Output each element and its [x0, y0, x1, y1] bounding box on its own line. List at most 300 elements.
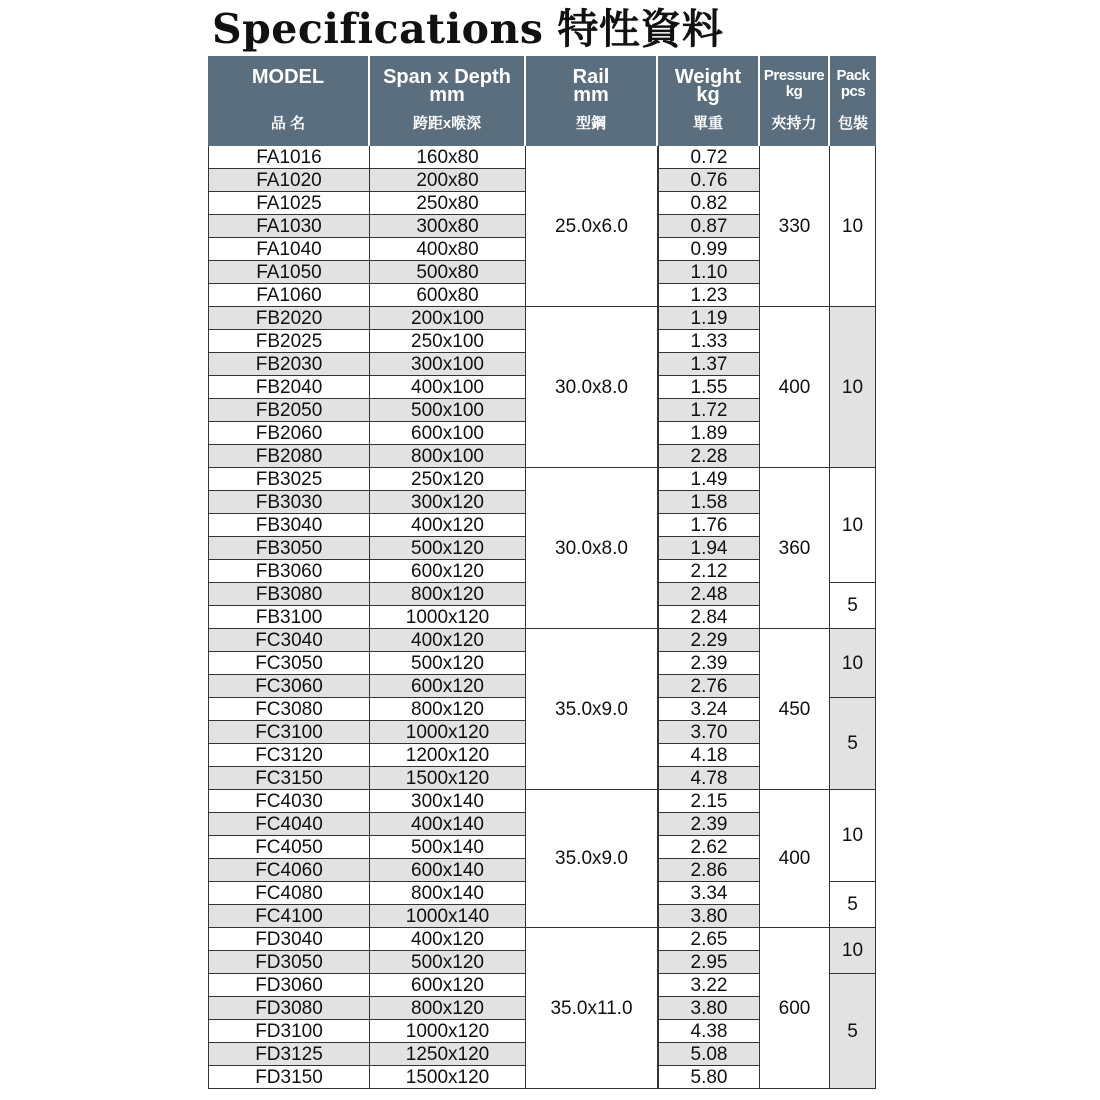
span-cell	[370, 905, 526, 928]
model-cell	[208, 146, 370, 169]
header-weight	[658, 56, 760, 146]
header-rail-label-zh: 型鋼	[575, 115, 606, 132]
specifications-table	[208, 56, 876, 1090]
weight-value: 0.72	[690, 146, 728, 168]
model-value: FC4060	[255, 859, 323, 881]
model-value: FA1020	[256, 169, 322, 191]
weight-cell	[658, 192, 760, 215]
pressure-value: 400	[778, 376, 811, 398]
model-cell	[208, 330, 370, 353]
weight-cell	[658, 445, 760, 468]
pressure-group-cell	[760, 629, 830, 790]
weight-value: 1.76	[690, 514, 728, 536]
weight-cell	[658, 330, 760, 353]
span-cell	[370, 583, 526, 606]
pack-group-cell	[830, 790, 876, 882]
pack-value: 10	[841, 652, 864, 674]
span-cell	[370, 652, 526, 675]
span-cell	[370, 1020, 526, 1043]
model-value: FB2060	[255, 422, 323, 444]
span-value: 1000x120	[405, 606, 490, 628]
span-value: 1500x120	[405, 1066, 490, 1088]
model-cell	[208, 997, 370, 1020]
span-cell	[370, 399, 526, 422]
rail-group-cell	[526, 790, 658, 928]
pressure-value: 360	[778, 537, 811, 559]
model-value: FB2030	[255, 353, 323, 375]
weight-cell	[658, 652, 760, 675]
model-cell	[208, 606, 370, 629]
model-value: FB3080	[255, 583, 323, 605]
weight-cell	[658, 491, 760, 514]
model-value: FA1030	[256, 215, 322, 237]
header-pack	[830, 56, 876, 146]
header-weight-label: Weight kg	[674, 66, 742, 106]
model-value: FD3080	[255, 997, 323, 1019]
weight-cell	[658, 146, 760, 169]
rail-group-cell	[526, 146, 658, 307]
pack-group-cell	[830, 882, 876, 928]
span-cell	[370, 307, 526, 330]
span-cell	[370, 767, 526, 790]
weight-value: 3.70	[690, 721, 728, 743]
weight-cell	[658, 882, 760, 905]
weight-value: 2.15	[690, 790, 728, 812]
rail-value: 35.0x9.0	[555, 698, 628, 720]
weight-cell	[658, 238, 760, 261]
weight-value: 0.82	[690, 192, 728, 214]
span-value: 500x120	[411, 537, 484, 559]
model-value: FC3080	[255, 698, 323, 720]
span-cell	[370, 1043, 526, 1066]
model-cell	[208, 813, 370, 836]
model-cell	[208, 215, 370, 238]
model-cell	[208, 491, 370, 514]
weight-cell	[658, 261, 760, 284]
pack-value: 5	[847, 733, 858, 754]
weight-value: 2.48	[690, 583, 728, 605]
weight-cell	[658, 629, 760, 652]
weight-cell	[658, 859, 760, 882]
span-cell	[370, 813, 526, 836]
span-cell	[370, 284, 526, 307]
span-cell	[370, 468, 526, 491]
weight-cell	[658, 468, 760, 491]
span-value: 500x120	[411, 951, 484, 973]
span-cell	[370, 629, 526, 652]
weight-value: 2.76	[690, 675, 728, 697]
span-value: 800x120	[411, 997, 484, 1019]
weight-value: 4.78	[690, 767, 728, 789]
span-value: 600x80	[416, 284, 479, 306]
model-value: FD3040	[255, 928, 323, 950]
weight-cell	[658, 767, 760, 790]
model-value: FC3150	[255, 767, 323, 789]
weight-value: 1.19	[690, 307, 728, 329]
span-cell	[370, 353, 526, 376]
weight-value: 2.86	[690, 859, 728, 881]
weight-cell	[658, 169, 760, 192]
model-cell	[208, 169, 370, 192]
weight-value: 2.84	[690, 606, 728, 628]
span-value: 200x80	[416, 169, 479, 191]
title-english: Specifications	[212, 5, 544, 53]
span-cell	[370, 928, 526, 951]
pack-value: 5	[847, 894, 858, 915]
weight-value: 3.34	[690, 882, 728, 904]
weight-cell	[658, 1020, 760, 1043]
weight-cell	[658, 583, 760, 606]
pressure-group-cell	[760, 307, 830, 468]
span-cell	[370, 146, 526, 169]
weight-cell	[658, 514, 760, 537]
weight-cell	[658, 376, 760, 399]
header-weight-label-zh: 單重	[692, 115, 723, 132]
pack-group-cell	[830, 974, 876, 1089]
span-value: 600x140	[411, 859, 484, 881]
span-value: 600x120	[411, 560, 484, 582]
model-value: FA1025	[256, 192, 322, 214]
model-cell	[208, 951, 370, 974]
weight-cell	[658, 422, 760, 445]
span-value: 300x100	[411, 353, 484, 375]
model-cell	[208, 1020, 370, 1043]
title-chinese: 特性資料	[557, 5, 724, 53]
model-cell	[208, 261, 370, 284]
span-value: 500x100	[411, 399, 484, 421]
pack-group-cell	[830, 307, 876, 468]
model-cell	[208, 192, 370, 215]
span-cell	[370, 491, 526, 514]
model-cell	[208, 882, 370, 905]
model-cell	[208, 445, 370, 468]
span-value: 400x120	[411, 928, 484, 950]
span-value: 1000x120	[405, 721, 490, 743]
header-span-label-zh: 跨距x喉深	[412, 115, 482, 132]
span-value: 400x100	[411, 376, 484, 398]
span-value: 800x140	[411, 882, 484, 904]
header-model-label-zh: 品 名	[270, 115, 306, 132]
weight-value: 1.49	[690, 468, 728, 490]
span-value: 400x80	[416, 238, 479, 260]
model-cell	[208, 307, 370, 330]
model-value: FB3060	[255, 560, 323, 582]
span-value: 300x140	[411, 790, 484, 812]
model-value: FA1060	[256, 284, 322, 306]
rail-value: 30.0x8.0	[555, 376, 628, 398]
span-cell	[370, 169, 526, 192]
weight-value: 2.28	[690, 445, 728, 467]
span-cell	[370, 261, 526, 284]
weight-value: 0.99	[690, 238, 728, 260]
span-cell	[370, 698, 526, 721]
weight-cell	[658, 1066, 760, 1089]
model-cell	[208, 652, 370, 675]
weight-value: 1.89	[690, 422, 728, 444]
span-cell	[370, 721, 526, 744]
model-value: FC4040	[255, 813, 323, 835]
span-value: 500x120	[411, 652, 484, 674]
rail-group-cell	[526, 307, 658, 468]
model-cell	[208, 238, 370, 261]
rail-value: 35.0x11.0	[550, 997, 633, 1019]
weight-value: 1.37	[690, 353, 728, 375]
model-cell	[208, 974, 370, 997]
model-value: FC3100	[255, 721, 323, 743]
header-rail-label: Rail mm	[572, 66, 610, 106]
model-value: FB3050	[255, 537, 323, 559]
model-value: FB2020	[255, 307, 323, 329]
pack-group-cell	[830, 146, 876, 307]
model-value: FD3050	[255, 951, 323, 973]
header-span	[370, 56, 526, 146]
span-cell	[370, 882, 526, 905]
model-value: FC3050	[255, 652, 323, 674]
model-cell	[208, 859, 370, 882]
model-cell	[208, 583, 370, 606]
span-cell	[370, 238, 526, 261]
weight-value: 3.22	[690, 974, 728, 996]
model-value: FC4030	[255, 790, 323, 812]
model-cell	[208, 537, 370, 560]
weight-value: 1.58	[690, 491, 728, 513]
model-cell	[208, 353, 370, 376]
weight-value: 2.62	[690, 836, 728, 858]
weight-cell	[658, 606, 760, 629]
pack-value: 10	[841, 376, 864, 398]
weight-cell	[658, 721, 760, 744]
pack-value: 10	[841, 825, 864, 846]
span-cell	[370, 514, 526, 537]
weight-cell	[658, 905, 760, 928]
model-cell	[208, 928, 370, 951]
header-model	[208, 56, 370, 146]
pack-group-cell	[830, 928, 876, 974]
pack-value: 10	[841, 215, 864, 237]
page-title	[212, 4, 737, 54]
span-cell	[370, 445, 526, 468]
pack-value: 5	[847, 1020, 858, 1042]
weight-value: 2.12	[690, 560, 728, 582]
weight-value: 1.23	[690, 284, 728, 306]
span-value: 600x120	[411, 675, 484, 697]
weight-cell	[658, 307, 760, 330]
model-cell	[208, 422, 370, 445]
weight-cell	[658, 698, 760, 721]
weight-cell	[658, 399, 760, 422]
span-value: 500x140	[411, 836, 484, 858]
model-value: FB3025	[255, 468, 323, 490]
span-value: 1000x120	[405, 1020, 490, 1042]
span-cell	[370, 974, 526, 997]
model-cell	[208, 629, 370, 652]
span-value: 250x120	[411, 468, 484, 490]
weight-value: 2.65	[690, 928, 728, 950]
pressure-group-cell	[760, 468, 830, 629]
span-value: 400x140	[411, 813, 484, 835]
model-cell	[208, 790, 370, 813]
model-value: FB3100	[255, 606, 323, 628]
model-value: FB2050	[255, 399, 323, 421]
pack-value: 10	[841, 940, 864, 961]
weight-value: 0.76	[690, 169, 728, 191]
weight-cell	[658, 790, 760, 813]
model-value: FC4100	[255, 905, 323, 927]
model-cell	[208, 767, 370, 790]
weight-cell	[658, 813, 760, 836]
model-value: FD3150	[255, 1066, 323, 1088]
model-value: FB3040	[255, 514, 323, 536]
model-value: FA1040	[256, 238, 322, 260]
rail-value: 30.0x8.0	[555, 537, 628, 559]
model-cell	[208, 721, 370, 744]
model-value: FC3040	[255, 629, 323, 651]
model-cell	[208, 560, 370, 583]
span-value: 300x120	[411, 491, 484, 513]
weight-cell	[658, 537, 760, 560]
span-value: 800x120	[411, 698, 484, 720]
span-value: 800x120	[411, 583, 484, 605]
span-value: 300x80	[416, 215, 479, 237]
weight-cell	[658, 560, 760, 583]
model-cell	[208, 468, 370, 491]
model-value: FA1016	[256, 146, 322, 168]
span-value: 1500x120	[405, 767, 490, 789]
rail-value: 25.0x6.0	[555, 215, 628, 237]
weight-value: 1.72	[690, 399, 728, 421]
span-cell	[370, 836, 526, 859]
weight-value: 3.24	[690, 698, 728, 720]
span-cell	[370, 330, 526, 353]
weight-value: 1.10	[690, 261, 728, 283]
weight-value: 0.87	[690, 215, 728, 237]
header-pack-label-zh: 包裝	[837, 115, 868, 132]
model-cell	[208, 905, 370, 928]
span-cell	[370, 422, 526, 445]
weight-cell	[658, 997, 760, 1020]
span-value: 800x100	[411, 445, 484, 467]
header-pressure-label-zh: 夾持力	[771, 115, 817, 132]
pressure-value: 450	[778, 698, 811, 720]
weight-cell	[658, 744, 760, 767]
model-value: FA1050	[256, 261, 322, 283]
span-cell	[370, 790, 526, 813]
pack-group-cell	[830, 698, 876, 790]
span-value: 250x100	[411, 330, 484, 352]
model-cell	[208, 675, 370, 698]
rail-group-cell	[526, 468, 658, 629]
span-value: 250x80	[416, 192, 479, 214]
weight-cell	[658, 675, 760, 698]
span-cell	[370, 951, 526, 974]
model-value: FC4080	[255, 882, 323, 904]
span-cell	[370, 376, 526, 399]
weight-value: 5.80	[690, 1066, 728, 1088]
model-cell	[208, 399, 370, 422]
span-value: 500x80	[416, 261, 479, 283]
span-value: 200x100	[411, 307, 484, 329]
span-value: 400x120	[411, 629, 484, 651]
model-cell	[208, 744, 370, 767]
header-pressure	[760, 56, 830, 146]
weight-cell	[658, 284, 760, 307]
header-model-label: MODEL	[251, 66, 325, 88]
model-value: FB2080	[255, 445, 323, 467]
model-value: FC3120	[255, 744, 323, 766]
header-pressure-label: Pressure kg	[763, 67, 825, 100]
model-value: FD3060	[255, 974, 323, 996]
model-cell	[208, 698, 370, 721]
weight-cell	[658, 215, 760, 238]
pack-group-cell	[830, 583, 876, 629]
pressure-group-cell	[760, 146, 830, 307]
weight-cell	[658, 1043, 760, 1066]
span-cell	[370, 215, 526, 238]
span-value: 160x80	[416, 146, 479, 168]
rail-group-cell	[526, 629, 658, 790]
weight-cell	[658, 974, 760, 997]
span-value: 600x100	[411, 422, 484, 444]
weight-value: 2.39	[690, 652, 728, 674]
model-cell	[208, 514, 370, 537]
weight-value: 2.95	[690, 951, 728, 973]
model-value: FB2025	[255, 330, 323, 352]
pack-group-cell	[830, 629, 876, 698]
weight-cell	[658, 928, 760, 951]
pressure-value: 330	[778, 215, 811, 237]
span-cell	[370, 859, 526, 882]
weight-value: 4.38	[690, 1020, 728, 1042]
pack-group-cell	[830, 468, 876, 583]
span-value: 1200x120	[405, 744, 490, 766]
model-cell	[208, 836, 370, 859]
model-value: FD3125	[255, 1043, 323, 1065]
span-value: 400x120	[411, 514, 484, 536]
span-cell	[370, 192, 526, 215]
pressure-group-cell	[760, 790, 830, 928]
pack-value: 10	[841, 514, 864, 536]
pressure-value: 600	[778, 997, 811, 1019]
span-value: 1000x140	[405, 905, 490, 927]
model-cell	[208, 1066, 370, 1089]
weight-value: 5.08	[690, 1043, 728, 1065]
weight-value: 2.39	[690, 813, 728, 835]
header-span-label: Span x Depth mm	[383, 66, 511, 106]
rail-value: 35.0x9.0	[555, 848, 628, 869]
model-cell	[208, 376, 370, 399]
span-cell	[370, 744, 526, 767]
span-cell	[370, 675, 526, 698]
weight-value: 3.80	[690, 905, 728, 927]
weight-value: 4.18	[690, 744, 728, 766]
weight-value: 3.80	[690, 997, 728, 1019]
pressure-group-cell	[760, 928, 830, 1089]
span-cell	[370, 537, 526, 560]
rail-group-cell	[526, 928, 658, 1089]
span-cell	[370, 1066, 526, 1089]
model-value: FB3030	[255, 491, 323, 513]
weight-value: 1.33	[690, 330, 728, 352]
span-value: 600x120	[411, 974, 484, 996]
span-cell	[370, 997, 526, 1020]
weight-cell	[658, 836, 760, 859]
model-value: FD3100	[255, 1020, 323, 1042]
weight-value: 1.94	[690, 537, 728, 559]
span-cell	[370, 606, 526, 629]
header-pack-label: Pack pcs	[836, 67, 870, 100]
model-value: FC4050	[255, 836, 323, 858]
model-value: FB2040	[255, 376, 323, 398]
